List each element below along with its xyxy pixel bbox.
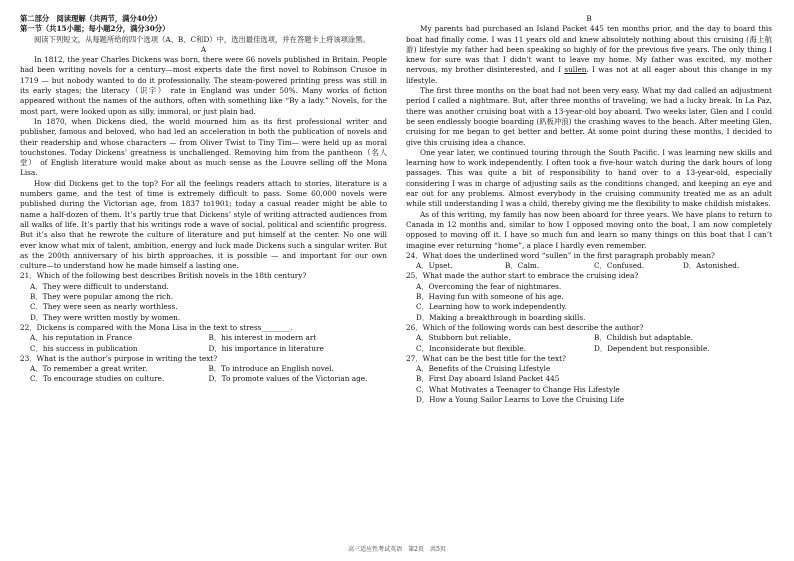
- option[interactable]: C．They were seen as nearly worthless.: [30, 302, 178, 312]
- question-stem: 27．What can be the best title for the text?: [406, 353, 566, 363]
- option-list: [406, 261, 772, 271]
- question-stem: 22．Dickens is compared with the Mona Lisa in the text to stress________.: [20, 322, 293, 332]
- option[interactable]: C．Inconsiderate but flexible.: [416, 343, 527, 353]
- option[interactable]: C．Confused.: [594, 261, 645, 271]
- option[interactable]: B．First Day aboard Island Packet 445: [416, 374, 560, 384]
- left-column: [20, 14, 387, 385]
- option[interactable]: D．To promote values of the Victorian age.: [208, 374, 368, 384]
- option[interactable]: A．Overcoming the fear of nightmares.: [416, 281, 562, 291]
- question-stem: 23．What is the author’s purpose in writing the text?: [20, 353, 218, 363]
- option-list: [20, 333, 387, 354]
- option[interactable]: D．They were written mostly by women.: [30, 312, 181, 322]
- section-heading: 第一节（共15小题；每小题2分，满分30分）: [20, 24, 170, 34]
- option[interactable]: C．his success in publication: [30, 343, 138, 353]
- option-list: [406, 282, 772, 323]
- passage-b-paragraph: [406, 24, 772, 86]
- page-footer: 高三适应性考试英语 第2页 共5页: [348, 545, 446, 553]
- option-list: [20, 364, 387, 385]
- option[interactable]: C．Learning how to work independently.: [416, 302, 567, 312]
- option[interactable]: D．Dependent but responsible.: [594, 343, 710, 353]
- option[interactable]: B．Calm.: [505, 261, 540, 271]
- passage-b-label: B: [586, 14, 592, 23]
- passage-a-paragraph: In 1870, when Dickens died, the world mourned him as its first professional writer and publisher, famous and beloved, who had led an acceleration in both the publication of novels and their readership and whose characters — from Oliver Twist to Tiny Tim— were held up as moral touchstones. Today Dickens’ greatness is unchallenged. Removing him from the pantheon（名人堂） of English literature would make about as much sense as the Louvre selling off the Mona Lisa.: [20, 116, 387, 178]
- option-list: [406, 333, 772, 354]
- passage-a-label: A: [200, 44, 207, 54]
- option-list: [20, 282, 387, 323]
- underlined-word: sullen: [564, 65, 587, 75]
- option[interactable]: D．How a Young Sailor Learns to Love the Cruising Life: [416, 394, 625, 404]
- passage-a-paragraph: In 1812, the year Charles Dickens was born, there were 66 novels published in Britain. People had been writing novels for a century—most experts date the first novel to Robinson Crusoe in 1719 — but nobody wanted to do it professionally. The steam-powered printing press was still in its early stages; the literacy（识字） rate in England was under 50%. Many works of fiction appeared without the names of the authors, often with something like “By a lady.” Novels, for the most part, were looked upon as silly, immoral, or just plain bad.: [20, 55, 387, 116]
- text-run: . I was not at all eager about this change in my lifestyle.: [406, 65, 772, 85]
- option[interactable]: C．To encourage studies on culture.: [30, 374, 165, 384]
- instructions: 阅读下列短文，从每题所给的四个选项（A、B、C和D）中，选出最佳选项，并在答题卡上将该项涂黑。: [34, 34, 370, 44]
- option[interactable]: C．What Motivates a Teenager to Change His Lifestyle: [416, 384, 620, 394]
- passage-b-paragraph: As of this writing, my family has now been aboard for three years. We have plans to return to Canada in 12 months and, similar to how I opposed moving onto the boat, I am now completely opposed to moving off it. I have so much fun and learn so many things on this boat that I can’t imagine ever returning “home”, a place I hardly even remember.: [406, 209, 772, 250]
- option[interactable]: A．They were difficult to understand.: [30, 281, 169, 291]
- option[interactable]: D．his importance in literature: [208, 343, 324, 353]
- option[interactable]: A．his reputation in France: [30, 333, 133, 343]
- option[interactable]: B．Childish but adaptable.: [594, 333, 693, 343]
- question-stem: 25．What made the author start to embrace the cruising idea?: [406, 271, 639, 281]
- option[interactable]: A．Benefits of the Cruising Lifestyle: [416, 364, 551, 374]
- part-heading: 第二部分 阅读理解（共两节，满分40分）: [20, 14, 162, 23]
- question-stem: 21．Which of the following best describes British novels in the 18th century?: [20, 271, 307, 281]
- option[interactable]: A．Upset.: [416, 261, 453, 271]
- option[interactable]: B．They were popular among the rich.: [30, 292, 174, 302]
- option[interactable]: D．Making a breakthrough in boarding skills.: [416, 312, 586, 322]
- passage-b-paragraph: One year later, we continued touring through the South Pacific. I was learning new skills and learning how to work independently. I often took a five-hour watch during the dark hours of long passages. This was quite a bit of responsibility to hand over to a 13-year-old, especially considering I was in charge of adjusting sails as the conditions changed, and keeping an eye and ear out for any problems. Almost everybody in the cruising community treated me as an adult while still understanding I was a child, thereby giving me the flexibility to make childish mistakes.: [406, 147, 772, 209]
- passage-a-paragraph: How did Dickens get to the top? For all the feelings readers attach to stories, literature is a numbers game, and the test of time is extremely difficult to pass. Some 60,000 novels were published during the Victorian age, from 1837 to1901; today a casual reader might be able to name a half-dozen of them. It’s partly true that Dickens’ style of writing attracted audiences from all walks of life. It’s partly that his writings rode a wave of social, political and scientific progress. But it’s also that he rewrote the culture of literature and put himself at the center. No one will ever know what mix of talent, ambition, energy and luck made Dickens such a singular writer. But as the 200th anniversary of his birth approaches, it is possible — and important for our own culture—to understand how he made himself a lasting one.: [20, 178, 387, 271]
- option[interactable]: B．To introduce an English novel.: [208, 364, 334, 374]
- option[interactable]: B．Having fun with someone of his age.: [416, 292, 564, 302]
- passage-b-paragraph: The first three months on the boat had not been very easy. What my dad called an adjustment period I called a nightmare. But, after three months of traveling, we had a lucky break. In La Paz, there was another cruising boat with a 13-year-old boy aboard. Two weeks later, Glen and I could be seen endlessly boogie boarding (趴板冲浪) the crashing waves to the beach. After meeting Glen, cruising for me began to get better and better. At some point during these months, I decided to give this cruising idea a chance.: [406, 86, 772, 147]
- option[interactable]: A．To remember a great writer.: [30, 364, 148, 374]
- question-stem: 26．Which of the following words can best describe the author?: [406, 322, 644, 332]
- option-list: [406, 364, 772, 405]
- option[interactable]: B．his interest in modern art: [208, 333, 317, 343]
- option[interactable]: A．Stubborn but reliable.: [416, 333, 511, 343]
- right-column: [406, 14, 772, 405]
- text-run: My parents had purchased an Island Packet 445 ten months prior, and the day to board this boat had finally come. I was 11 years old and knew absolutely nothing about this cruising (海上航游) lifestyle my father had been speaking so highly of for the previous five years. The only thing I knew for sure was that I didn’t want to leave my home. My father was excited, my mother nervous, my brother disinterested, and I: [406, 24, 772, 75]
- option[interactable]: D．Astonished.: [683, 261, 740, 271]
- question-stem: 24．What does the underlined word “sullen” in the first paragraph probably mean?: [406, 250, 715, 260]
